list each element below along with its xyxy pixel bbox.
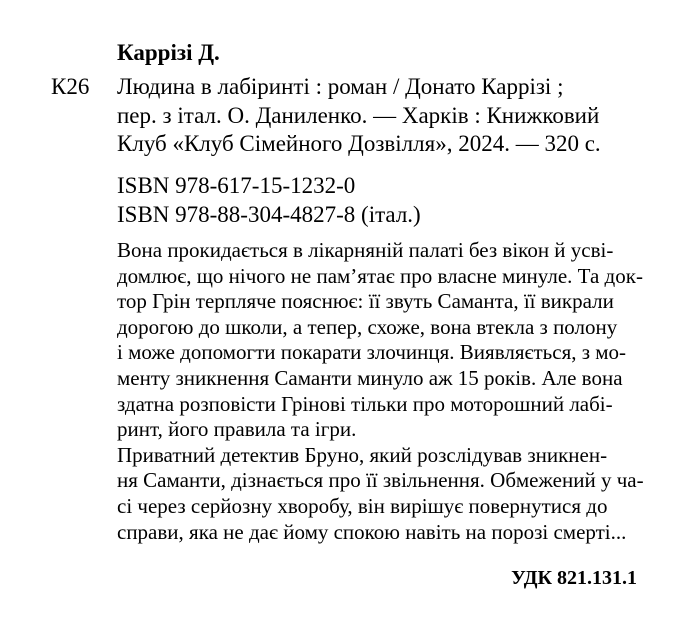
annotation-line: і може допомогти покарати злочинця. Виявляється, з мо- (117, 340, 627, 365)
isbn-block (117, 172, 421, 229)
annotation (117, 238, 644, 545)
udc-code: УДК 821.131.1 (511, 567, 637, 589)
author-heading: Каррізі Д. (117, 40, 220, 65)
annotation-line: менту зникнення Саманти минуло аж 15 років. Але вона (117, 365, 623, 390)
annotation-line: ня Саманти, дізнається про її звільнення. Обмежений у ча- (117, 468, 644, 493)
isbn-line: ISBN 978-88-304-4827-8 (італ.) (117, 201, 421, 227)
annotation-line: тор Грін терпляче пояснює: її звуть Саманта, її викрали (117, 289, 614, 314)
annotation-line: справи, яка не дає йому спокою навіть на порозі смерті... (117, 519, 627, 544)
description-line: Людина в лабіринті : роман / Донато Каррізі ; (117, 74, 564, 99)
bibliographic-description (117, 73, 657, 159)
annotation-line: здатна розповісти Грінові тільки про моторошний лабі- (117, 391, 613, 416)
annotation-line: ринт, його правила та ігри. (117, 417, 357, 442)
annotation-line: Приватний детектив Бруно, який розслідував зникнен- (117, 442, 608, 467)
annotation-line: домлює, що нічого не пам’ятає про власне минуле. Та док- (117, 263, 643, 288)
description-line: пер. з італ. О. Даниленко. — Харків : Книжковий (117, 102, 600, 128)
annotation-line: дорогою до школи, а тепер, схоже, вона втекла з полону (117, 314, 618, 339)
annotation-line: сі через серйозну хворобу, він вирішує повернутися до (117, 493, 608, 518)
isbn-line: ISBN 978-617-15-1232-0 (117, 173, 356, 198)
author-sign: К26 (51, 74, 90, 99)
description-line: Клуб «Клуб Сімейного Дозвілля», 2024. — 320 с. (117, 131, 601, 156)
annotation-line: Вона прокидається в лікарняній палаті без вікон й усві- (117, 238, 614, 262)
